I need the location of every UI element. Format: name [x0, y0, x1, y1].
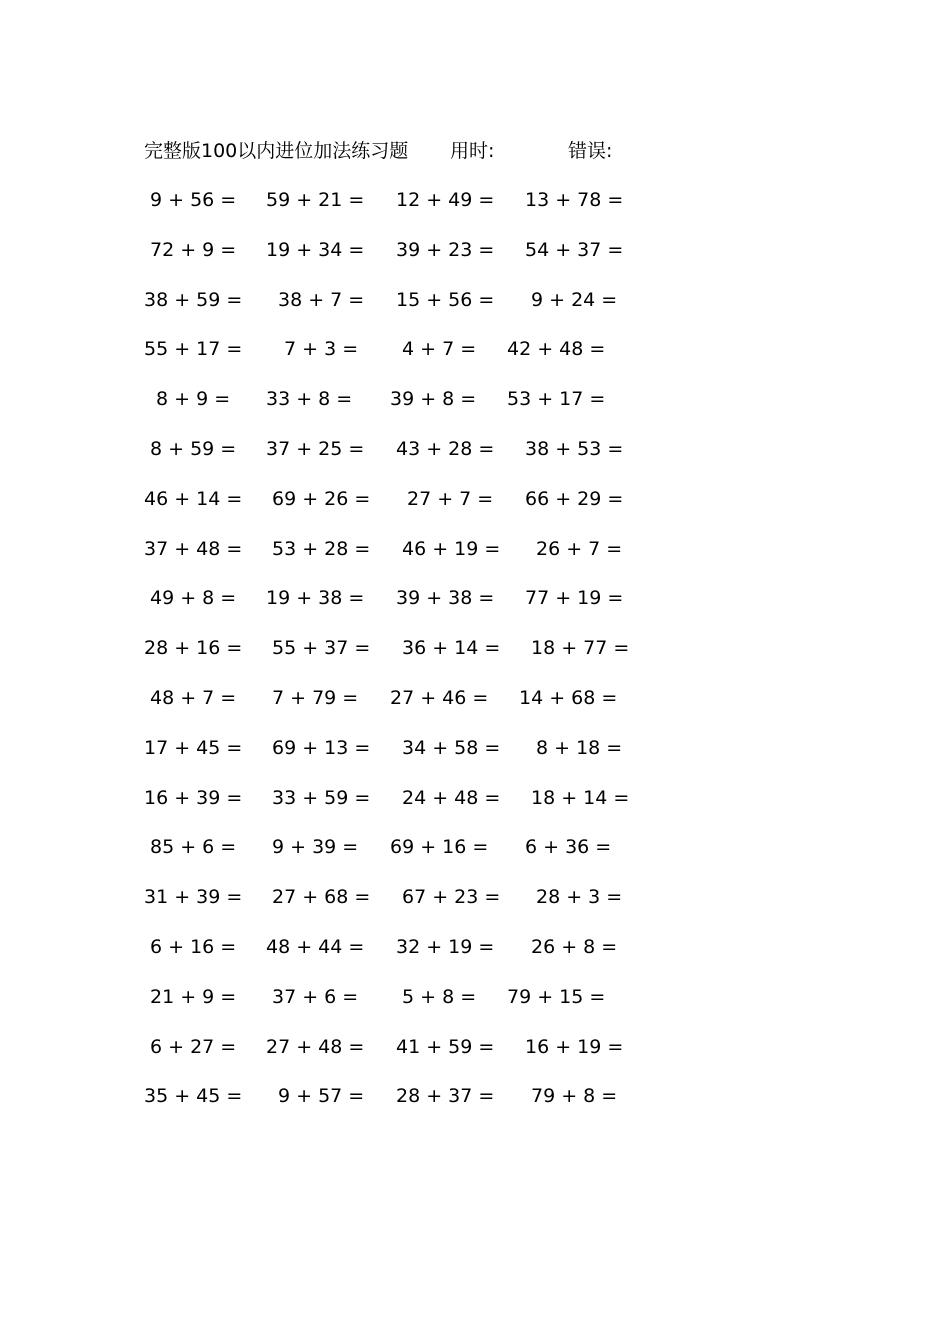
addition-problem: 49 + 8 = [150, 587, 237, 610]
addition-problem: 6 + 27 = [150, 1035, 237, 1058]
addition-problem: 27 + 46 = [390, 686, 489, 709]
addition-problem: 69 + 13 = [272, 736, 371, 759]
problem-row [0, 335, 950, 385]
problem-row [0, 1033, 950, 1083]
addition-problem: 6 + 36 = [525, 836, 612, 859]
addition-problem: 48 + 44 = [266, 935, 365, 958]
addition-problem: 54 + 37 = [525, 238, 624, 261]
addition-problem: 9 + 57 = [278, 1085, 365, 1108]
addition-problem: 16 + 19 = [525, 1035, 624, 1058]
problem-row [0, 784, 950, 834]
problem-row [0, 236, 950, 286]
addition-problem: 26 + 8 = [531, 935, 618, 958]
addition-problem: 72 + 9 = [150, 238, 237, 261]
addition-problem: 42 + 48 = [507, 338, 606, 361]
problem-row [0, 983, 950, 1033]
addition-problem: 28 + 16 = [144, 637, 243, 660]
problem-row [0, 883, 950, 933]
addition-problem: 19 + 34 = [266, 238, 365, 261]
addition-problem: 39 + 8 = [390, 388, 477, 411]
addition-problem: 66 + 29 = [525, 487, 624, 510]
addition-problem: 41 + 59 = [396, 1035, 495, 1058]
addition-problem: 18 + 14 = [531, 786, 630, 809]
addition-problem: 24 + 48 = [402, 786, 501, 809]
worksheet-title: 完整版100以内进位加法练习题 [144, 140, 409, 162]
addition-problem: 16 + 39 = [144, 786, 243, 809]
addition-problem: 27 + 7 = [407, 487, 494, 510]
problem-row [0, 435, 950, 485]
addition-problem: 8 + 18 = [536, 736, 623, 759]
addition-problem: 33 + 8 = [266, 388, 353, 411]
addition-problem: 69 + 26 = [272, 487, 371, 510]
addition-problem: 39 + 23 = [396, 238, 495, 261]
addition-problem: 36 + 14 = [402, 637, 501, 660]
addition-problem: 28 + 37 = [396, 1085, 495, 1108]
addition-problem: 18 + 77 = [531, 637, 630, 660]
addition-problem: 37 + 6 = [272, 985, 359, 1008]
addition-problem: 9 + 24 = [531, 288, 618, 311]
problem-row [0, 734, 950, 784]
addition-problem: 19 + 38 = [266, 587, 365, 610]
problem-row [0, 535, 950, 585]
addition-problem: 55 + 17 = [144, 338, 243, 361]
addition-problem: 6 + 16 = [150, 935, 237, 958]
addition-problem: 43 + 28 = [396, 437, 495, 460]
addition-problem: 37 + 48 = [144, 537, 243, 560]
addition-problem: 32 + 19 = [396, 935, 495, 958]
addition-problem: 38 + 53 = [525, 437, 624, 460]
addition-problem: 77 + 19 = [525, 587, 624, 610]
addition-problem: 35 + 45 = [144, 1085, 243, 1108]
addition-problem: 15 + 56 = [396, 288, 495, 311]
addition-problem: 53 + 17 = [507, 388, 606, 411]
problem-row [0, 833, 950, 883]
time-used-label: 用时: [450, 140, 495, 162]
addition-problem: 79 + 15 = [507, 985, 606, 1008]
addition-problem: 27 + 48 = [266, 1035, 365, 1058]
addition-problem: 48 + 7 = [150, 686, 237, 709]
problem-row [0, 634, 950, 684]
problem-grid [0, 186, 950, 1132]
addition-problem: 38 + 59 = [144, 288, 243, 311]
addition-problem: 26 + 7 = [536, 537, 623, 560]
addition-problem: 46 + 19 = [402, 537, 501, 560]
problem-row [0, 933, 950, 983]
problem-row [0, 684, 950, 734]
addition-problem: 31 + 39 = [144, 886, 243, 909]
addition-problem: 13 + 78 = [525, 189, 624, 211]
addition-problem: 14 + 68 = [519, 686, 618, 709]
addition-problem: 8 + 9 = [156, 388, 231, 411]
addition-problem: 7 + 79 = [272, 686, 359, 709]
addition-problem: 69 + 16 = [390, 836, 489, 859]
addition-problem: 39 + 38 = [396, 587, 495, 610]
addition-problem: 33 + 59 = [272, 786, 371, 809]
addition-problem: 9 + 56 = [150, 189, 237, 211]
addition-problem: 28 + 3 = [536, 886, 623, 909]
addition-problem: 59 + 21 = [266, 189, 365, 211]
problem-row [0, 186, 950, 236]
problem-row [0, 286, 950, 336]
problem-row [0, 385, 950, 435]
problem-row [0, 584, 950, 634]
addition-problem: 9 + 39 = [272, 836, 359, 859]
addition-problem: 21 + 9 = [150, 985, 237, 1008]
addition-problem: 85 + 6 = [150, 836, 237, 859]
addition-problem: 38 + 7 = [278, 288, 365, 311]
addition-problem: 7 + 3 = [284, 338, 359, 361]
addition-problem: 55 + 37 = [272, 637, 371, 660]
errors-label: 错误: [568, 140, 613, 162]
addition-problem: 5 + 8 = [402, 985, 477, 1008]
addition-problem: 46 + 14 = [144, 487, 243, 510]
addition-problem: 53 + 28 = [272, 537, 371, 560]
addition-problem: 17 + 45 = [144, 736, 243, 759]
addition-problem: 8 + 59 = [150, 437, 237, 460]
addition-problem: 4 + 7 = [402, 338, 477, 361]
addition-problem: 37 + 25 = [266, 437, 365, 460]
addition-problem: 27 + 68 = [272, 886, 371, 909]
problem-row [0, 485, 950, 535]
addition-problem: 12 + 49 = [396, 189, 495, 211]
problem-row [0, 1082, 950, 1132]
addition-problem: 67 + 23 = [402, 886, 501, 909]
addition-problem: 79 + 8 = [531, 1085, 618, 1108]
addition-problem: 34 + 58 = [402, 736, 501, 759]
